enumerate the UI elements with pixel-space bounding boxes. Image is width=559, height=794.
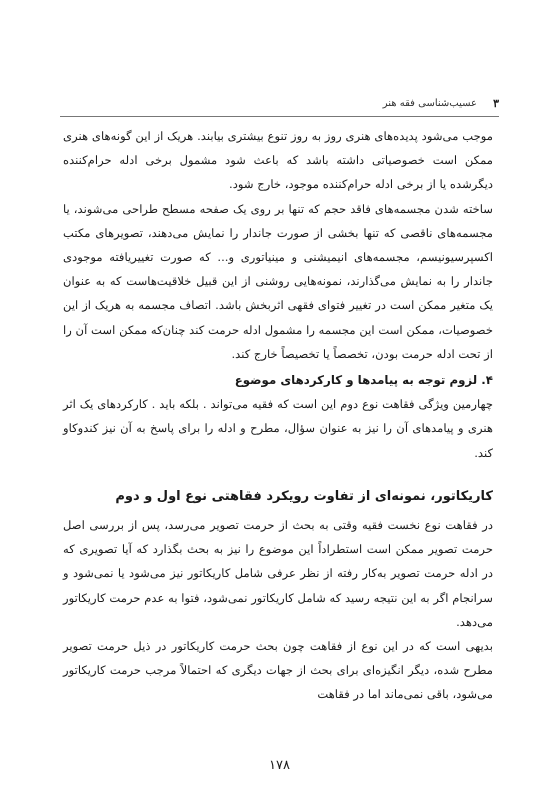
paragraph-2: ساخته شدن مجسمه‌های فاقد حجم که تنها بر روی یک صفحه مسطح طراحی می‌شوند، یا مجسمه‌های ناقصی که تنها بخشی از صورت جاندار را نمایش می‌دهند، تصویرهای مکتب اکسپرسیونیسم، مجسمه‌های انیمیشنی و مینیاتوری و... که صورت تغییریافته موجودی جاندار را به نمایش می‌گذارند، نمونه‌هایی روشنی از این قبیل خلاقیت‌هاست که به عنوان یک متغیر ممکن است در تغییر فتوای فقهی اثربخش باشد. اتصاف مجسمه به هریک از این خصوصیات، ممکن است این مجسمه را مشمول ادله حرمت کند چنان‌که ممکن است آن را از تحت ادله حرمت بودن، تخصصاً یا تخصیصاً خارج کند.: [63, 201, 493, 361]
section-subheading: ۴. لزوم توجه به پیامدها و کارکردهای موضوع: [234, 373, 493, 388]
running-header: [60, 96, 499, 117]
paragraph-3: چهارمین ویژگی فقاهت نوع دوم این است که فقیه می‌تواند . بلکه باید . کارکردهای یک اثر هنری و پیامدهای آن را نیز به عنوان سؤال، مطرح و ادله را برای پاسخ به آن نیز کندوکاو کند.: [63, 397, 493, 460]
paragraph-5: بدیهی است که در این نوع از فقاهت چون بحث حرمت کاریکاتور در ذیل حرمت تصویر مطرح شده، دیگر انگیزه‌ای برای بحث از جهات دیگری که احتمالاً مرجب حرمت کاریکاتور می‌شود، باقی نمی‌ماند اما در فقاهت: [63, 639, 493, 702]
section-heading: کاریکاتور، نمونه‌ای از تفاوت رویکرد فقاهتی نوع اول و دوم: [115, 488, 493, 504]
running-title: عسیب‌شناسی فقه هنر: [382, 98, 477, 109]
page-number: ۱۷۸: [269, 758, 290, 773]
paragraph-4: در فقاهت نوع نخست فقیه وقتی به بحث از حرمت تصویر می‌رسد، پس از بررسی اصل حرمت تصویر ممکن است استطراداً این موضوع را نیز به بحث بگذارد که آیا تصویری که در ادله حرمت تصویر به‌کار رفته از نظر عرفی شامل کاریکاتور نیز می‌شود یا نمی‌شود و سرانجام اگر به این نتیجه رسید که شامل کاریکاتور نمی‌شود، فتوا به عدم حرمت کاریکاتور می‌دهد.: [63, 518, 493, 629]
paragraph-1: موجب می‌شود پدیده‌های هنری روز به روز تنوع بیشتری بیابند. هریک از این گونه‌های هنری ممکن است خصوصیاتی داشته باشد که باعث شود مشمول برخی ادله حرام‌کننده دیگرشده یا از برخی ادله حرام‌کننده موجود، خارج شود.: [63, 129, 493, 192]
body-text: [63, 124, 493, 707]
header-page-marker: ۳: [493, 97, 499, 110]
